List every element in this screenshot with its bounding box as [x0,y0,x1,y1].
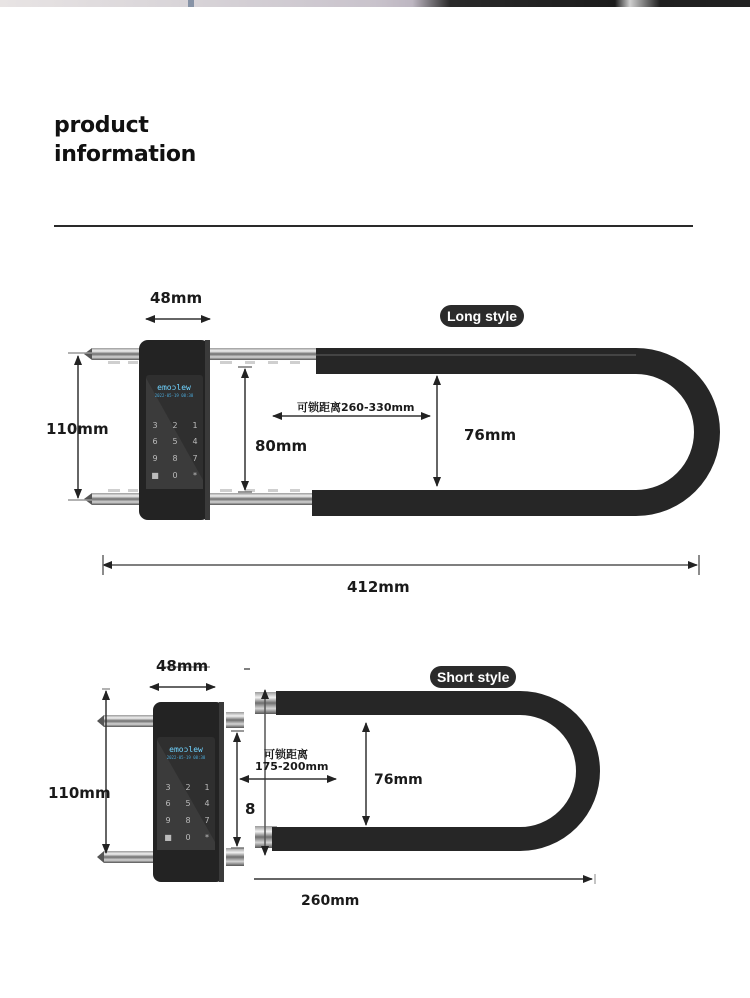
short-lockable-distance-label: 可锁距离 [264,748,308,761]
svg-text:*: * [205,833,209,842]
long-body-width-label: 48mm [150,289,203,307]
svg-text:6: 6 [152,437,158,446]
short-style-diagram [0,640,750,980]
svg-text:8: 8 [172,454,178,463]
svg-text:6: 6 [165,799,171,808]
short-shackle-width-label: 76mm [374,772,423,788]
long-lock-body [139,340,210,520]
svg-text:7: 7 [192,454,198,463]
svg-text:2: 2 [185,783,191,792]
svg-text:3: 3 [165,783,171,792]
short-body-width-label: 48mm [156,657,209,675]
svg-text:emoɔlew: emoɔlew [157,383,191,392]
long-shackle-width-label: 76mm [464,426,517,444]
svg-text:2022-05-19 08:38: 2022-05-19 08:38 [154,393,194,398]
svg-text:4: 4 [192,437,198,446]
svg-text:8: 8 [185,816,191,825]
long-style-badge: Long style [440,305,524,327]
svg-text:5: 5 [185,799,191,808]
short-overall-length-label: 260mm [301,893,360,909]
title-line-1: product [54,113,149,138]
short-inner-gap-label: 8 [245,800,256,818]
svg-text:9: 9 [152,454,158,463]
svg-text:1: 1 [204,783,210,792]
svg-text:emoɔlew: emoɔlew [169,745,203,754]
title-line-2: information [54,142,197,167]
svg-text:■: ■ [151,471,159,480]
svg-text:7: 7 [204,816,210,825]
svg-text:9: 9 [165,816,171,825]
svg-text:■: ■ [164,833,172,842]
long-overall-length-label: 412mm [347,578,410,596]
svg-text:*: * [193,471,197,480]
short-style-badge: Short style [430,666,516,688]
svg-text:2: 2 [172,421,178,430]
svg-text:2022-05-19 08:38: 2022-05-19 08:38 [166,755,206,760]
short-lock-body [153,702,224,882]
short-lockable-distance-value: 175-200mm [255,760,329,773]
svg-text:1: 1 [192,421,198,430]
svg-text:4: 4 [204,799,210,808]
svg-text:3: 3 [152,421,158,430]
long-height-label: 110mm [46,420,109,438]
svg-text:0: 0 [172,471,178,480]
svg-text:5: 5 [172,437,178,446]
long-inner-gap-label: 80mm [255,437,308,455]
short-height-label: 110mm [48,784,111,802]
long-lockable-distance-label: 可锁距离260-330mm [297,401,415,414]
svg-text:0: 0 [185,833,191,842]
